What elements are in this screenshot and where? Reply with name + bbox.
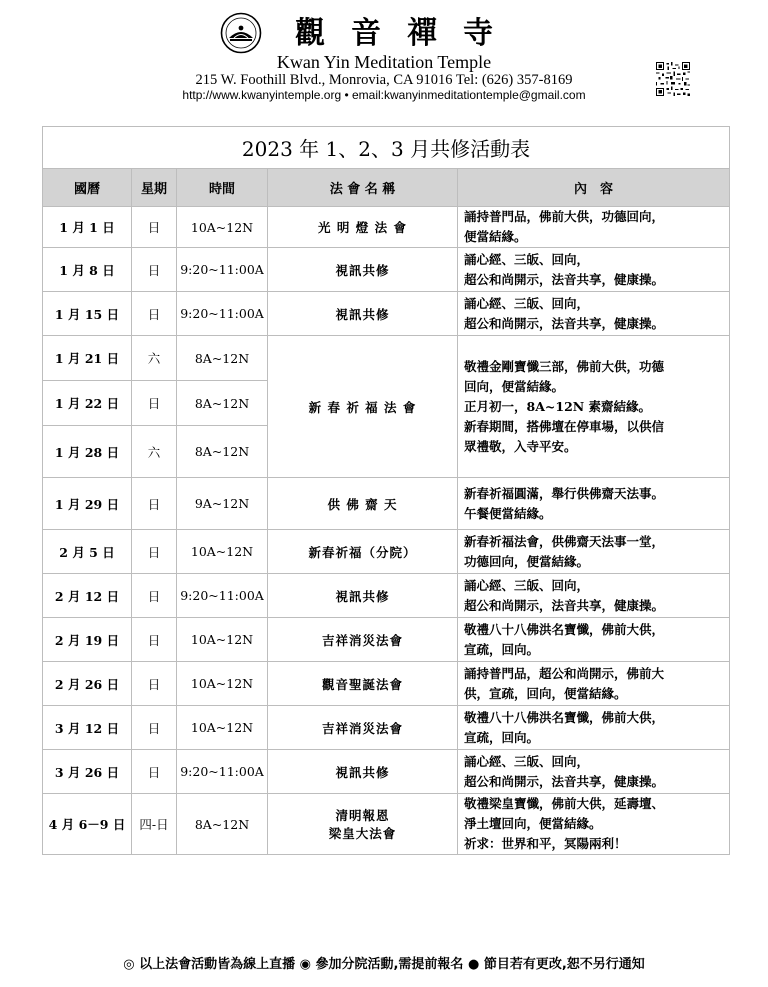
- text-line: 回向，便當結緣。: [464, 378, 565, 394]
- text-line: 誦心經、三皈、回向，: [464, 251, 590, 267]
- weekday-cell: 六: [132, 336, 177, 381]
- time-cell: 9A~12N: [177, 478, 268, 530]
- time-cell: 10A~12N: [177, 706, 268, 750]
- time-cell: 10A~12N: [177, 530, 268, 574]
- text-line: 超公和尚開示，法音共享，健康操。: [464, 315, 665, 331]
- weekday-cell: 日: [132, 662, 177, 706]
- weekday-cell: 日: [132, 478, 177, 530]
- temple-logo-icon: [220, 12, 262, 54]
- header-weekday: 星期: [132, 169, 177, 207]
- date-cell: 1 月 1 日: [43, 207, 132, 248]
- text-line: 誦持普門品，超公和尚開示，佛前大: [464, 665, 665, 681]
- text-line: 宣疏，回向。: [464, 729, 540, 745]
- table-caption: 2023 年 1、2、3 月共修活動表: [43, 127, 730, 169]
- text-line: 梁皇大法會: [328, 826, 397, 841]
- text-line: 敬禮梁皇寶懺，佛前大供，延壽壇、: [464, 796, 665, 811]
- time-cell: 8A~12N: [177, 426, 268, 478]
- text-line: 供，宣疏，回向，便當結緣。: [464, 685, 627, 701]
- weekday-cell: 日: [132, 207, 177, 248]
- table-row: [43, 530, 730, 574]
- event-name-cell: 光 明 燈 法 會: [268, 207, 458, 248]
- table-row: [43, 794, 730, 855]
- event-name-cell: 視訊共修: [268, 292, 458, 336]
- time-cell: 8A~12N: [177, 336, 268, 381]
- text-line: 誦心經、三皈、回向，: [464, 753, 590, 769]
- date-cell: 1 月 29 日: [43, 478, 132, 530]
- header-event-name: 法 會 名 稱: [268, 169, 458, 207]
- table-row: [43, 750, 730, 794]
- content-cell: [458, 530, 730, 574]
- time-cell: 9:20~11:00A: [177, 248, 268, 292]
- date-cell: 1 月 21 日: [43, 336, 132, 381]
- table-header-row: [43, 169, 730, 207]
- date-cell: 4 月 6－9 日: [43, 794, 132, 855]
- event-name-cell: 新 春 祈 福 法 會: [268, 336, 458, 478]
- text-line: 午餐便當結緣。: [464, 505, 552, 521]
- qr-code-icon: [656, 62, 690, 96]
- content-cell: [458, 662, 730, 706]
- footer-notice: ◎ 以上法會活動皆為線上直播 ◉ 參加分院活動,需提前報名 ● 節目若有更改,恕不另行通知: [123, 957, 645, 972]
- event-name-cell: 視訊共修: [268, 574, 458, 618]
- text-line: 新春期間，搭佛壇在停車場，以供信: [464, 418, 665, 434]
- temple-english-name: Kwan Yin Meditation Temple: [276, 52, 492, 72]
- table-row: [43, 292, 730, 336]
- table-row: [43, 706, 730, 750]
- text-line: 超公和尚開示，法音共享，健康操。: [464, 773, 665, 789]
- content-cell: [458, 706, 730, 750]
- event-name-cell: 供 佛 齋 天: [268, 478, 458, 530]
- table-row: [43, 662, 730, 706]
- temple-address: 215 W. Foothill Blvd., Monrovia, CA 91016 Tel: (626) 357-8169: [195, 72, 573, 88]
- schedule-table: [42, 126, 730, 855]
- text-line: 誦持普門品，佛前大供，功德回向，: [464, 209, 665, 224]
- text-line: 淨土壇回向，便當結緣。: [464, 816, 602, 831]
- time-cell: 9:20~11:00A: [177, 574, 268, 618]
- content-cell: [458, 248, 730, 292]
- time-cell: 10A~12N: [177, 618, 268, 662]
- temple-chinese-name: 觀音禪寺: [295, 16, 519, 51]
- table-row: [43, 207, 730, 248]
- text-line: 新春祈福法會，供佛齋天法事一堂，: [464, 533, 665, 549]
- weekday-cell: 日: [132, 530, 177, 574]
- text-line: 正月初一，8A~12N 素齋結緣。: [464, 398, 652, 414]
- event-name-cell: 新春祈福（分院）: [268, 530, 458, 574]
- table-row: [43, 248, 730, 292]
- table-row: [43, 618, 730, 662]
- text-line: 敬禮金剛寶懺三部，佛前大供，功德: [464, 358, 665, 374]
- content-cell: [458, 750, 730, 794]
- header-date: 國曆: [43, 169, 132, 207]
- weekday-cell: 日: [132, 618, 177, 662]
- event-name-cell: 視訊共修: [268, 750, 458, 794]
- table-row: [43, 336, 730, 381]
- time-cell: 10A~12N: [177, 662, 268, 706]
- date-cell: 2 月 12 日: [43, 574, 132, 618]
- date-cell: 2 月 5 日: [43, 530, 132, 574]
- text-line: 敬禮八十八佛洪名寶懺，佛前大供，: [464, 621, 665, 637]
- date-cell: 2 月 26 日: [43, 662, 132, 706]
- text-line: 功德回向，便當結緣。: [464, 553, 590, 569]
- text-line: 宣疏，回向。: [464, 641, 540, 657]
- table-caption-row: [43, 127, 730, 169]
- event-name-cell: 吉祥消災法會: [268, 706, 458, 750]
- date-cell: 3 月 26 日: [43, 750, 132, 794]
- time-cell: 8A~12N: [177, 381, 268, 426]
- time-cell: 10A~12N: [177, 207, 268, 248]
- event-name-cell: [268, 794, 458, 855]
- text-line: 誦心經、三皈、回向，: [464, 577, 590, 593]
- event-name-cell: 觀音聖誕法會: [268, 662, 458, 706]
- temple-website-email: http://www.kwanyintemple.org • email:kwanyinmeditationtemple@gmail.com: [182, 88, 586, 102]
- time-cell: 9:20~11:00A: [177, 292, 268, 336]
- time-cell: 9:20~11:00A: [177, 750, 268, 794]
- content-cell: [458, 478, 730, 530]
- weekday-cell: 日: [132, 292, 177, 336]
- content-cell: [458, 336, 730, 478]
- time-cell: 8A~12N: [177, 794, 268, 855]
- text-line: 祈求：世界和平，冥陽兩利！: [464, 836, 627, 851]
- date-cell: 1 月 15 日: [43, 292, 132, 336]
- weekday-cell: 日: [132, 248, 177, 292]
- content-cell: [458, 794, 730, 855]
- text-line: 超公和尚開示，法音共享，健康操。: [464, 597, 665, 613]
- event-name-cell: 吉祥消災法會: [268, 618, 458, 662]
- content-cell: [458, 207, 730, 248]
- text-line: 眾禮敬，入寺平安。: [464, 438, 577, 454]
- weekday-cell: 六: [132, 426, 177, 478]
- content-cell: [458, 292, 730, 336]
- header-content: 內 容: [458, 169, 730, 207]
- text-line: 超公和尚開示，法音共享，健康操。: [464, 271, 665, 287]
- weekday-cell: 日: [132, 706, 177, 750]
- date-cell: 1 月 22 日: [43, 381, 132, 426]
- text-line: 誦心經、三皈、回向，: [464, 295, 590, 311]
- content-cell: [458, 574, 730, 618]
- text-line: 敬禮八十八佛洪名寶懺，佛前大供，: [464, 709, 665, 725]
- weekday-cell: 四-日: [132, 794, 177, 855]
- date-cell: 2 月 19 日: [43, 618, 132, 662]
- weekday-cell: 日: [132, 574, 177, 618]
- schedule-body: [43, 207, 730, 855]
- header-time: 時間: [177, 169, 268, 207]
- weekday-cell: 日: [132, 381, 177, 426]
- date-cell: 1 月 28 日: [43, 426, 132, 478]
- table-row: [43, 478, 730, 530]
- text-line: 新春祈福圓滿，舉行供佛齋天法事。: [464, 485, 665, 501]
- text-line: 便當結緣。: [464, 229, 527, 244]
- date-cell: 1 月 8 日: [43, 248, 132, 292]
- date-cell: 3 月 12 日: [43, 706, 132, 750]
- letterhead: [0, 0, 768, 110]
- content-cell: [458, 618, 730, 662]
- event-name-cell: 視訊共修: [268, 248, 458, 292]
- text-line: 清明報恩: [335, 808, 390, 823]
- table-row: [43, 574, 730, 618]
- weekday-cell: 日: [132, 750, 177, 794]
